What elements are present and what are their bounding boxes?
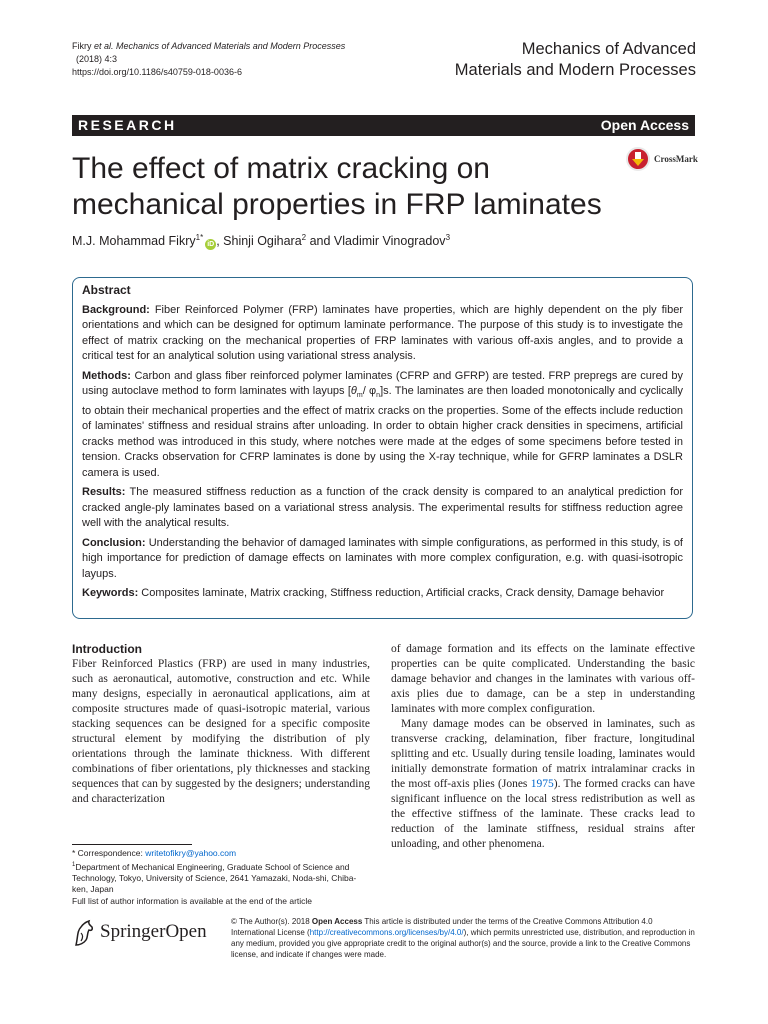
author-info-note: Full list of author information is available at the end of the article bbox=[72, 895, 313, 906]
section-heading-introduction: Introduction bbox=[72, 642, 142, 656]
author-1-affiliation: 1* bbox=[195, 233, 204, 242]
footnote-divider bbox=[72, 844, 192, 845]
methods-phi: / φ bbox=[362, 385, 377, 397]
author-1[interactable]: M.J. Mohammad Fikry bbox=[72, 234, 196, 249]
journal-line-2: Materials and Modern Processes bbox=[454, 61, 696, 79]
abstract-background bbox=[82, 303, 683, 365]
intro-p2-text-a: Many damage modes can be observed in laminates, such as transverse cracking, delamination, fiber fracture, longitudinal splitting and etc. Usually during tensile loading, laminates would initially demonstrate formation of matrix intralaminar cracks in the most off-axis plies (Jones bbox=[391, 718, 695, 790]
intro-paragraph-2 bbox=[391, 717, 695, 852]
abstract-heading: Abstract bbox=[82, 283, 131, 297]
article-title: The effect of matrix cracking on mechanical properties in FRP laminates bbox=[72, 152, 602, 221]
journal-line-1: Mechanics of Advanced bbox=[521, 40, 696, 58]
doi-link[interactable]: https://doi.org/10.1186/s40759-018-0036-6 bbox=[72, 67, 242, 77]
body-column-right bbox=[391, 642, 695, 852]
author-3-affiliation: 3 bbox=[445, 233, 451, 242]
journal-name bbox=[455, 39, 696, 81]
citation-journal: et al. Mechanics of Advanced Materials and Modern Processes bbox=[94, 41, 346, 51]
license-open-access: Open Access bbox=[311, 917, 363, 926]
article-type: RESEARCH bbox=[78, 117, 177, 133]
author-list bbox=[72, 233, 450, 250]
results-text: The measured stiffness reduction as a function of the crack density is compared to an analytical prediction for cracked angle-ply laminates based on a variational stress analysis. The experimental results for stiffness reduction agree well with the analytical results. bbox=[82, 486, 683, 530]
conclusion-text: Understanding the behavior of damaged laminates with simple configurations, as performed in this study, is of high importance for prediction of damage effects on laminates with more complex configuration, e.g. with quasi-isotropic layups. bbox=[82, 536, 683, 580]
conclusion-label: Conclusion: bbox=[82, 536, 146, 549]
author-2[interactable]: , Shinji Ogihara bbox=[216, 234, 302, 249]
crossmark-icon bbox=[626, 147, 650, 171]
keywords-label: Keywords: bbox=[82, 587, 139, 600]
background-text: Fiber Reinforced Polymer (FRP) laminates have properties, which are highly dependent on the ply fiber orientations and which can be designed for optimum laminate performance. The purpose of this study is to investigate the effect of matrix cracking on the mechanical properties of FRP laminates with various off-axis angles, and to provide a critical test for an analytical solution using variational stress analysis. bbox=[82, 303, 683, 362]
author-2-affiliation: 2 bbox=[301, 233, 307, 242]
intro-paragraph-1-continued: of damage formation and its effects on the laminate effective properties can be quite complicated. Understanding the basic damage behavior and changes in the laminates with various off-axis plies due to damage, can be a step in understanding laminates with more complex configuration. bbox=[391, 643, 695, 715]
correspondence bbox=[72, 848, 370, 860]
intro-paragraph-1: Fiber Reinforced Plastics (FRP) are used in many industries, such as aeronautical, automotive, construction and etc. While many designs, especially in aeronautical applications, aim at composite structures made of quasi-isotropic material, various stacking sequences can be designed for a specific composite structural element by modifying the distribution of ply orientations through the laminate thickness. With different combinations of fiber orientations, ply thicknesses and stacking sequences that can by suggested by the designers; understanding and characterization bbox=[72, 658, 370, 805]
methods-m: m bbox=[356, 392, 363, 400]
license-notice bbox=[231, 916, 695, 960]
correspondence-label: * Correspondence: bbox=[72, 848, 146, 858]
license-text-a: This article is distributed under the terms of the Creative Commons Attribution 4.0 International License ( bbox=[231, 917, 653, 937]
methods-label: Methods: bbox=[82, 369, 131, 382]
crossmark-label: CrossMark bbox=[654, 154, 698, 164]
methods-text-a: Carbon and glass fiber reinforced polymer laminates (CFRP and GFRP) are tested. FRP prepregs are cured by using autoclave method to form laminates with layups [ bbox=[82, 369, 683, 397]
springer-word: Springer bbox=[100, 921, 166, 942]
keywords-text: Composites laminate, Matrix cracking, Stiffness reduction, Artificial cracks, Crack density, Damage behavior bbox=[138, 587, 665, 600]
abstract-results bbox=[82, 485, 683, 532]
open-word: Open bbox=[165, 921, 207, 942]
crossmark-button[interactable] bbox=[626, 147, 698, 173]
footnotes bbox=[72, 848, 370, 907]
springer-open-logo bbox=[72, 919, 222, 949]
background-label: Background: bbox=[82, 303, 150, 316]
abstract-conclusion bbox=[82, 536, 683, 583]
citation-block bbox=[72, 40, 345, 79]
author-3[interactable]: and Vladimir Vinogradov bbox=[306, 234, 446, 249]
reference-link[interactable]: 1975 bbox=[530, 778, 554, 790]
affiliation-number: 1 bbox=[72, 861, 76, 868]
affiliation bbox=[72, 860, 370, 896]
abstract-methods bbox=[82, 369, 683, 482]
open-access-label: Open Access bbox=[600, 117, 689, 133]
license-text-b: ), which permits unrestricted use, distribution, and reproduction in any medium, provided you give appropriate credit to the original author(s) and the source, provide a link to the Creative Commons license, and indicate if changes were made. bbox=[231, 928, 695, 959]
results-label: Results: bbox=[82, 486, 126, 499]
methods-text-b: . The laminates are then loaded monotonically and cyclically to obtain their mechanical properties and the effect of matrix cracks on the properties. Some of the effects include reduction of laminates' stiffness and residual strains after unloading. In order to obtain higher crack densities in specimens, artificial cracks method was introduced in this study, where notches were made at the edges of some specimens before tested in tension. Cracks observation for CFRP laminates is done by using the X-ray technique, while for GFRP laminates a DSLR camera is used. bbox=[82, 385, 683, 479]
license-prefix: © The Author(s). 2018 bbox=[231, 917, 312, 926]
license-url-link[interactable]: http://creativecommons.org/licenses/by/4.0/ bbox=[309, 928, 464, 937]
methods-n: n bbox=[376, 392, 381, 400]
orcid-icon[interactable]: iD bbox=[207, 241, 215, 249]
methods-s: ]s bbox=[380, 385, 389, 397]
intro-p2-text-b: ). The formed cracks can have significant influence on the local stress redistribution as well as the effective stiffness of the laminate. These cracks lead to reduction of the laminate stiffness, residual strains after unloading, and other phenomena. bbox=[391, 778, 696, 850]
citation-authors: Fikry bbox=[72, 41, 94, 51]
springer-wordmark bbox=[100, 921, 207, 943]
abstract-keywords bbox=[82, 586, 683, 602]
springer-horse-icon bbox=[72, 919, 96, 947]
methods-theta: θ bbox=[350, 385, 357, 397]
body-column-left bbox=[72, 642, 370, 807]
article-type-bar bbox=[72, 115, 695, 136]
abstract bbox=[82, 283, 683, 606]
affiliation-text: Department of Mechanical Engineering, Graduate School of Science and Technology, Tokyo, University of Science, 2641 Yamazaki, Noda-shi, Chiba-ken, Japan bbox=[72, 861, 357, 895]
email-link[interactable]: writetofikry@yahoo.com bbox=[145, 848, 237, 858]
citation-year: (2018) 4:3 bbox=[76, 54, 118, 64]
